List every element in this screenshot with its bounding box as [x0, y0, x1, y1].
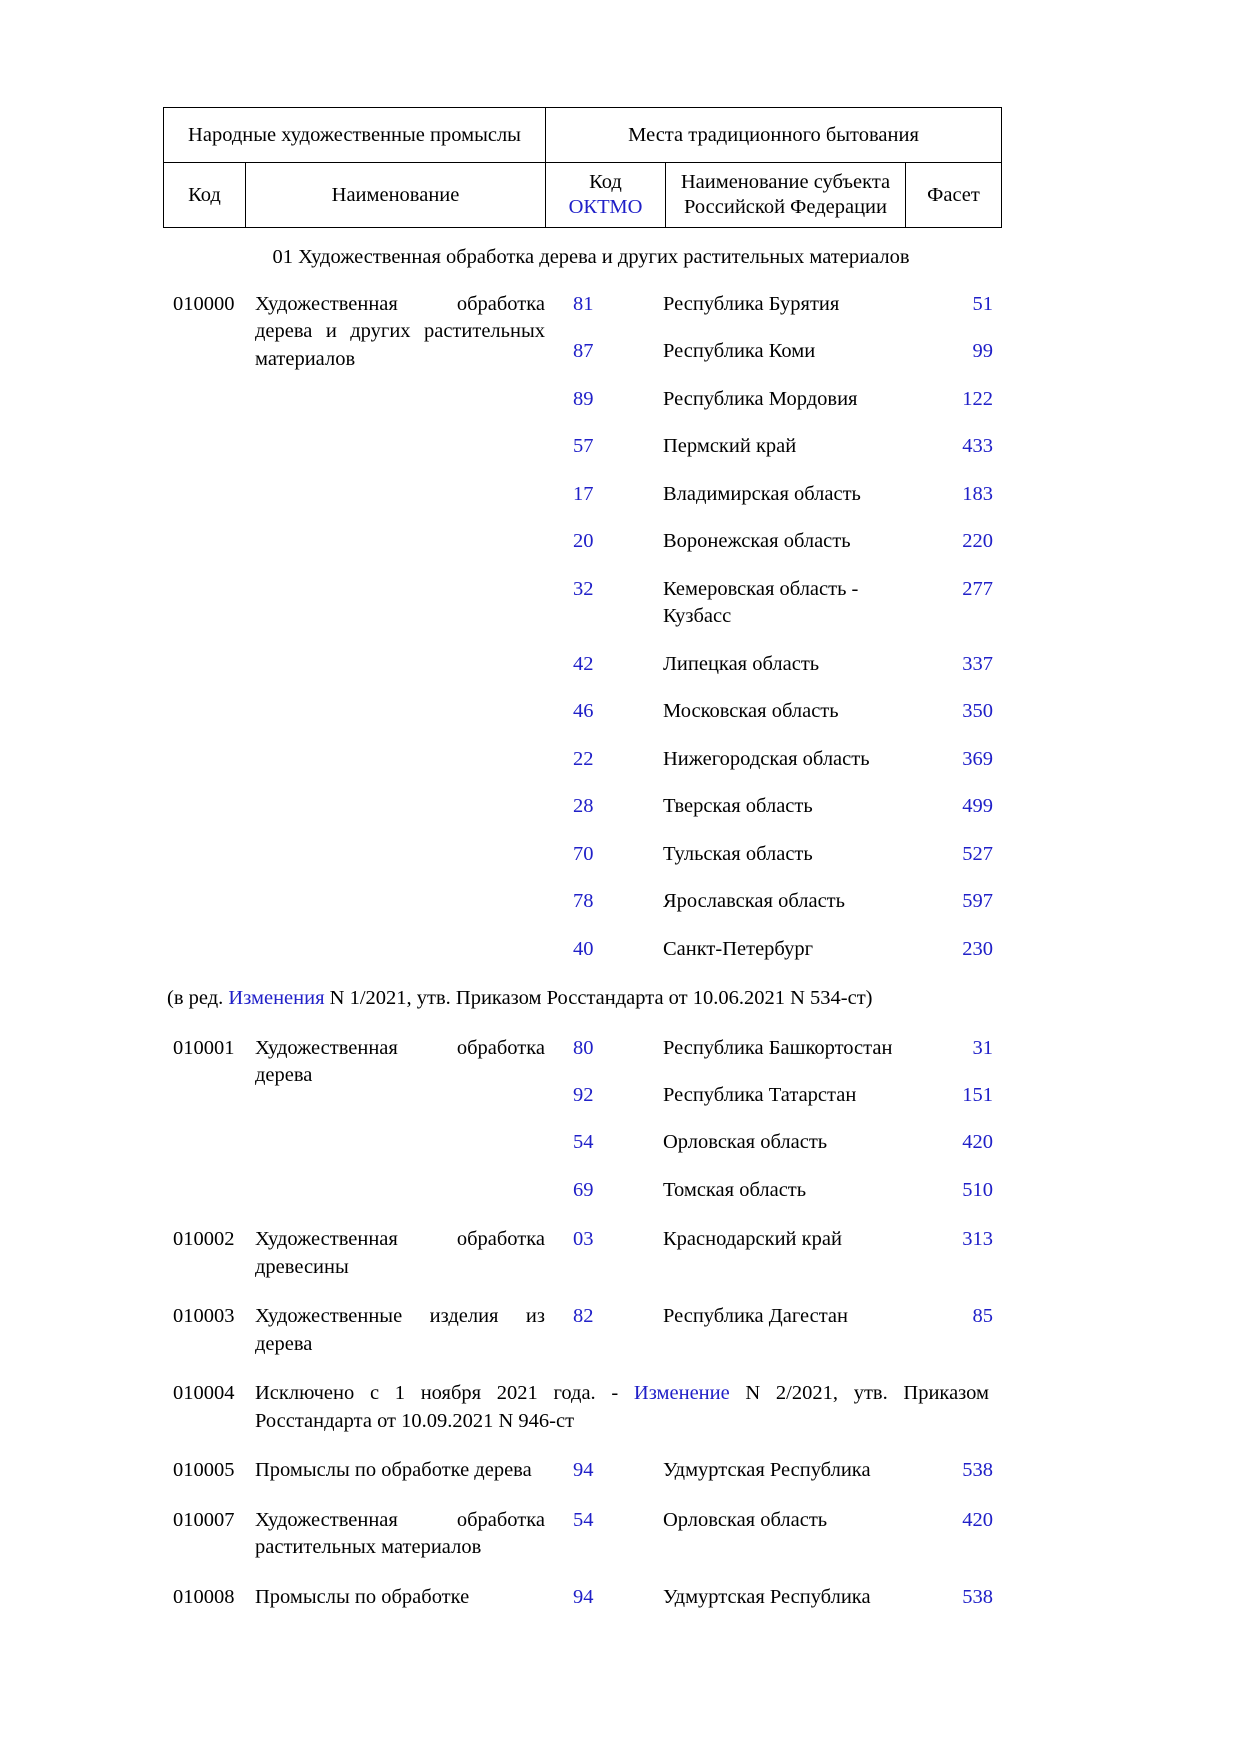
- craft-name-cell: [163, 1584, 551, 1611]
- oktmo-code[interactable]: 28: [573, 795, 594, 818]
- facet-value[interactable]: 151: [962, 1083, 993, 1106]
- oktmo-code[interactable]: 89: [573, 387, 594, 410]
- facet-value[interactable]: 51: [972, 293, 993, 315]
- places-list: [551, 1303, 1001, 1330]
- subject-name: Республика Татарстан: [663, 1083, 857, 1106]
- craft-name-cell: [163, 1035, 551, 1090]
- craft-group-010003: [163, 1303, 1001, 1358]
- oktmo-code[interactable]: 46: [573, 700, 594, 723]
- table-row: [163, 1303, 1001, 1358]
- facet-value[interactable]: 277: [962, 577, 993, 600]
- facet-value[interactable]: 510: [962, 1178, 993, 1201]
- oktmo-code[interactable]: 80: [573, 1036, 594, 1059]
- list-item: [551, 1226, 1001, 1253]
- list-item: [551, 746, 1001, 773]
- facet-value[interactable]: 85: [972, 1305, 993, 1328]
- facet-value[interactable]: 538: [962, 1459, 993, 1482]
- craft-code: 010003: [173, 1305, 235, 1328]
- subject-name: Орловская область: [663, 1508, 828, 1531]
- list-item: [551, 1584, 1001, 1611]
- subject-name: Липецкая область: [663, 652, 820, 675]
- table-row: [163, 291, 1001, 963]
- craft-group-010004: [163, 1380, 1001, 1435]
- craft-group-010008: [163, 1584, 1001, 1611]
- places-list: [551, 1507, 1001, 1534]
- facet-value[interactable]: 597: [962, 890, 993, 913]
- craft-name: Художественная обработка дерева и других растительных материалов: [255, 293, 545, 370]
- list-item: [551, 651, 1001, 678]
- table-row: [163, 1507, 1001, 1562]
- subject-name: Воронежская область: [663, 530, 851, 553]
- header-group-places: Места традиционного бытования: [546, 108, 1002, 163]
- oktmo-code[interactable]: 54: [573, 1508, 594, 1531]
- subject-name: Тверская область: [663, 795, 813, 818]
- list-item: [551, 386, 1001, 413]
- subject-name: Республика Бурятия: [663, 293, 840, 315]
- craft-name: Художественная обработка дерева: [255, 1036, 545, 1086]
- subject-name: Тульская область: [663, 842, 813, 865]
- facet-value[interactable]: 420: [962, 1508, 993, 1531]
- list-item: [551, 481, 1001, 508]
- craft-group-010001: [163, 1035, 1001, 1205]
- craft-group-010005: [163, 1457, 1001, 1484]
- places-list: [551, 1584, 1001, 1611]
- places-list: [551, 1035, 1001, 1205]
- subject-name: Кемеровская область - Кузбасс: [663, 577, 859, 628]
- table-row: [163, 1380, 1001, 1435]
- header-group-crafts: Народные художественные промыслы: [164, 108, 546, 163]
- craft-name: Художественная обработка древесины: [255, 1228, 545, 1278]
- oktmo-code[interactable]: 22: [573, 747, 594, 770]
- craft-name-cell: [163, 291, 551, 373]
- subject-name: Удмуртская Республика: [663, 1459, 871, 1482]
- subject-name: Республика Коми: [663, 340, 816, 363]
- exclusion-link[interactable]: Изменение: [633, 1382, 730, 1405]
- exclusion-text-after: N 2/2021, утв. Приказом Росстандарта от 10.09.2021 N 946-ст: [255, 1382, 989, 1432]
- document-page: [163, 0, 1001, 1611]
- table-row: [163, 1584, 1001, 1611]
- subject-name: Ярославская область: [663, 890, 845, 913]
- subject-name: Республика Мордовия: [663, 387, 858, 410]
- subject-name: Санкт-Петербург: [663, 937, 813, 960]
- header-col-oktmo-line1: Код: [589, 171, 622, 193]
- facet-value[interactable]: 230: [962, 937, 993, 960]
- places-list: [551, 1226, 1001, 1253]
- oktmo-link[interactable]: ОКТМО: [568, 196, 643, 218]
- craft-name-cell: [163, 1507, 551, 1562]
- oktmo-code[interactable]: 54: [573, 1131, 594, 1154]
- craft-code: 010005: [173, 1459, 235, 1482]
- facet-value[interactable]: 499: [962, 795, 993, 818]
- list-item: [551, 1129, 1001, 1156]
- revision-note-prefix: (в ред.: [167, 987, 229, 1010]
- header-col-facet: Фасет: [906, 163, 1002, 228]
- oktmo-code[interactable]: 81: [573, 293, 594, 315]
- oktmo-code[interactable]: 32: [573, 577, 594, 600]
- oktmo-code[interactable]: 94: [573, 1585, 594, 1608]
- craft-code: 010007: [173, 1508, 235, 1531]
- craft-name: Художественная обработка растительных материалов: [255, 1508, 545, 1559]
- oktmo-code[interactable]: 78: [573, 890, 594, 913]
- facet-value[interactable]: 99: [972, 340, 993, 363]
- craft-code: 010004: [173, 1382, 235, 1405]
- facet-value[interactable]: 538: [962, 1585, 993, 1608]
- facet-value[interactable]: 350: [962, 700, 993, 723]
- revision-note: [163, 985, 1001, 1012]
- facet-value[interactable]: 337: [962, 652, 993, 675]
- list-item: [551, 698, 1001, 725]
- places-list: [551, 291, 1001, 963]
- craft-code: 010000: [173, 293, 235, 315]
- craft-group-010002: [163, 1226, 1001, 1281]
- oktmo-code[interactable]: 03: [573, 1228, 594, 1251]
- subject-name: Владимирская область: [663, 482, 861, 505]
- list-item: [551, 338, 1001, 365]
- subject-name: Пермский край: [663, 435, 797, 458]
- subject-name: Московская область: [663, 700, 839, 723]
- oktmo-code[interactable]: 87: [573, 340, 594, 363]
- exclusion-text-before: Исключено с 1 ноября 2021 года. -: [255, 1382, 634, 1405]
- craft-name: Художественные изделия из дерева: [255, 1305, 545, 1355]
- list-item: [551, 433, 1001, 460]
- oktmo-code[interactable]: 94: [573, 1459, 594, 1482]
- subject-name: Республика Дагестан: [663, 1305, 848, 1328]
- list-item: [551, 793, 1001, 820]
- subject-name: Орловская область: [663, 1131, 828, 1154]
- craft-name-cell: [163, 1226, 551, 1281]
- oktmo-code[interactable]: 82: [573, 1305, 594, 1328]
- list-item: [551, 291, 1001, 318]
- oktmo-code[interactable]: 40: [573, 937, 594, 960]
- places-list: [551, 1457, 1001, 1484]
- facet-value[interactable]: 433: [962, 435, 993, 458]
- craft-code: 010008: [173, 1585, 235, 1608]
- exclusion-notice: [255, 1380, 995, 1435]
- oktmo-code[interactable]: 42: [573, 652, 594, 675]
- revision-note-suffix: N 1/2021, утв. Приказом Росстандарта от 10.06.2021 N 534-ст): [324, 987, 873, 1010]
- facet-value[interactable]: 527: [962, 842, 993, 865]
- subject-name: Удмуртская Республика: [663, 1585, 871, 1608]
- oktmo-code[interactable]: 69: [573, 1178, 594, 1201]
- subject-name: Республика Башкортостан: [663, 1036, 893, 1059]
- craft-name-cell: [163, 1303, 551, 1358]
- table-row: [163, 1035, 1001, 1205]
- facet-value[interactable]: 369: [962, 747, 993, 770]
- subject-name: Томская область: [663, 1178, 807, 1201]
- table-row: [163, 1226, 1001, 1281]
- list-item: [551, 1082, 1001, 1109]
- facet-value[interactable]: 420: [962, 1131, 993, 1154]
- subject-name: Нижегородская область: [663, 747, 870, 770]
- facet-value[interactable]: 220: [962, 530, 993, 553]
- craft-code: 010002: [173, 1228, 235, 1251]
- craft-name-cell: [163, 1457, 551, 1484]
- list-item: [551, 576, 1001, 631]
- subject-name: Краснодарский край: [663, 1228, 842, 1251]
- header-col-oktmo: [546, 163, 666, 228]
- craft-code: 010001: [173, 1036, 235, 1059]
- header-col-code: Код: [164, 163, 246, 228]
- craft-group-010000: [163, 291, 1001, 963]
- facet-value[interactable]: 183: [962, 482, 993, 505]
- list-item: [551, 936, 1001, 963]
- header-col-subject: Наименование субъекта Российской Федерации: [666, 163, 906, 228]
- list-item: [551, 1177, 1001, 1204]
- classifier-header-table: [163, 107, 1002, 228]
- craft-name: Промыслы по обработке: [255, 1585, 470, 1608]
- header-col-name: Наименование: [246, 163, 546, 228]
- oktmo-code[interactable]: 70: [573, 842, 594, 865]
- oktmo-code[interactable]: 17: [573, 482, 594, 505]
- facet-value[interactable]: 31: [972, 1036, 993, 1059]
- oktmo-code[interactable]: 57: [573, 435, 594, 458]
- table-row: [163, 1457, 1001, 1484]
- craft-group-010007: [163, 1507, 1001, 1562]
- list-item: [551, 1457, 1001, 1484]
- revision-note-link[interactable]: Изменения: [228, 987, 325, 1010]
- list-item: [551, 888, 1001, 915]
- section-title: 01 Художественная обработка дерева и других растительных материалов: [272, 246, 910, 268]
- list-item: [551, 1035, 1001, 1062]
- list-item: [551, 1303, 1001, 1330]
- oktmo-code[interactable]: 92: [573, 1083, 594, 1106]
- list-item: [551, 1507, 1001, 1534]
- oktmo-code[interactable]: 20: [573, 530, 594, 553]
- craft-name: Промыслы по обработке дерева: [255, 1459, 532, 1482]
- list-item: [551, 528, 1001, 555]
- facet-value[interactable]: 313: [962, 1228, 993, 1251]
- list-item: [551, 841, 1001, 868]
- facet-value[interactable]: 122: [962, 387, 993, 410]
